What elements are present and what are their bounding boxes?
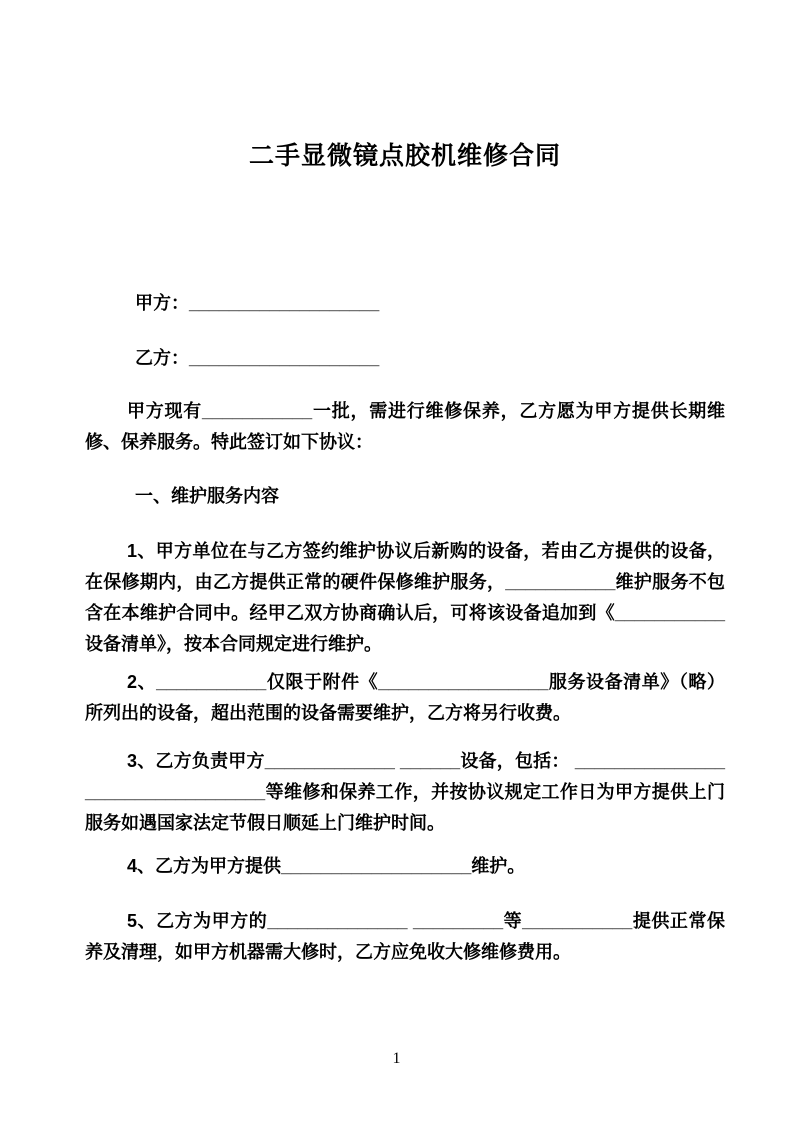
- party-b-line: 乙方：___________________: [135, 348, 380, 368]
- clause-3: 3、乙方负责甲方_____________ ______设备，包括： _________________________________等维修和保养工作，并按协议规定工作日为甲方提供上门服务如遇国家法定节假日顺延上门维护时间。: [85, 751, 725, 833]
- clause-5: 5、乙方为甲方的______________ _________等___________提供正常保养及清理，如甲方机器需大修时，乙方应免收大修维修费用。: [85, 911, 725, 962]
- clause-1: 1、甲方单位在与乙方签约维护协议后新购的设备，若由乙方提供的设备，在保修期内，由乙方提供正常的硬件保修维护服务，___________维护服务不包含在本维护合同中。经甲乙双方协商确认后，可将该设备追加到《___________设备清单》，按本合同规定进行维护。: [85, 541, 725, 654]
- section-1-heading: 一、维护服务内容: [135, 486, 279, 506]
- clause-4: 4、乙方为甲方提供___________________维护。: [127, 856, 526, 876]
- page-number: 1: [392, 1050, 401, 1067]
- intro-paragraph: 甲方现有___________一批，需进行维修保养，乙方愿为甲方提供长期维修、保养服务。特此签订如下协议：: [85, 401, 725, 452]
- clause-2: 2、___________仅限于附件《_________________服务设备清单》（略）所列出的设备，超出范围的设备需要维护，乙方将另行收费。: [85, 672, 725, 723]
- party-a-line: 甲方：___________________: [135, 293, 380, 313]
- document-title: 二手显微镜点胶机维修合同: [248, 142, 561, 170]
